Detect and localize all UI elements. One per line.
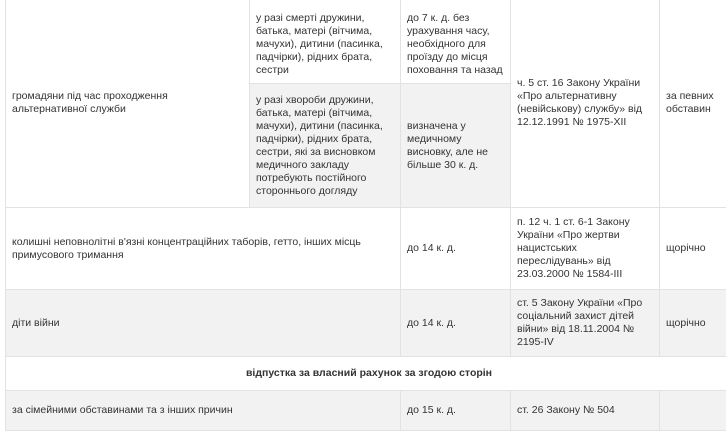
category-text: діти війни: [12, 317, 60, 329]
law-text: ч. 5 ст. 16 Закону України «Про альтернативну (невійськову) службу» від 12.12.1991 № 1975-XII: [517, 77, 642, 128]
category-text: за сімейними обставинами та з інших причин: [12, 404, 233, 416]
table-row-war-children: [6, 290, 726, 357]
frequency-text: щорічно: [666, 242, 706, 254]
section-header-text: відпустка за власний рахунок за згодою сторін: [246, 367, 492, 379]
category-text: колишні неповнолітні в'язні концентраційних таборів, гетто, інших місць примусового тримання: [12, 236, 361, 261]
law-cell: [511, 290, 660, 357]
category-cell: [6, 0, 250, 208]
case-illness-text: у разі хвороби дружини, батька, матері (вітчима, мачухи), дитини (пасинка, падчірки), рідних брата, сестри, які за висновком медичного закладу потребують постійного стороннього догляду: [256, 94, 383, 197]
law-text: п. 12 ч. 1 ст. 6-1 Закону України «Про жертви нацистських переслідувань» від 23.03.2000 № 1584-III: [517, 216, 630, 280]
frequency-text: за певних обставин: [666, 90, 714, 115]
duration-illness-cell: [401, 84, 511, 208]
duration-cell: [401, 290, 511, 357]
duration-text: до 15 к. д.: [407, 404, 456, 416]
frequency-text: щорічно: [666, 317, 706, 329]
table-row-family: [6, 391, 726, 431]
duration-cell: [401, 391, 511, 431]
category-cell: [6, 290, 401, 357]
law-text: ст. 5 Закону України «Про соціальний захист дітей війни» від 18.11.2004 № 2195-IV: [517, 297, 642, 348]
case-death-text: у разі смерті дружини, батька, матері (вітчима, мачухи), дитини (пасинка, падчірки), рідних брата, сестри: [256, 12, 383, 76]
table-row-prisoners: [6, 208, 726, 290]
law-cell: [511, 0, 660, 208]
frequency-cell: [660, 290, 726, 357]
duration-death-text: до 7 к. д. без урахування часу, необхідного для проїзду до місця поховання та назад: [407, 12, 503, 76]
duration-illness-text: визначена у медичному висновку, але не більше 30 к. д.: [407, 120, 488, 171]
duration-text: до 14 к. д.: [407, 317, 456, 329]
table-row-alt-service-death: [6, 0, 726, 84]
case-illness-cell: [250, 84, 401, 208]
frequency-cell: [660, 0, 726, 208]
leave-types-table: [5, 0, 726, 431]
frequency-cell: [660, 208, 726, 290]
frequency-cell: [660, 391, 726, 431]
category-text: громадяни під час проходження альтернативної служби: [12, 90, 168, 115]
law-text: ст. 26 Закону № 504: [517, 404, 615, 416]
table-row-section-header: [6, 357, 726, 391]
law-cell: [511, 391, 660, 431]
duration-text: до 14 к. д.: [407, 242, 456, 254]
category-cell: [6, 391, 401, 431]
case-death-cell: [250, 0, 401, 84]
law-cell: [511, 208, 660, 290]
duration-death-cell: [401, 0, 511, 84]
section-header-cell: [6, 357, 726, 391]
duration-cell: [401, 208, 511, 290]
category-cell: [6, 208, 401, 290]
